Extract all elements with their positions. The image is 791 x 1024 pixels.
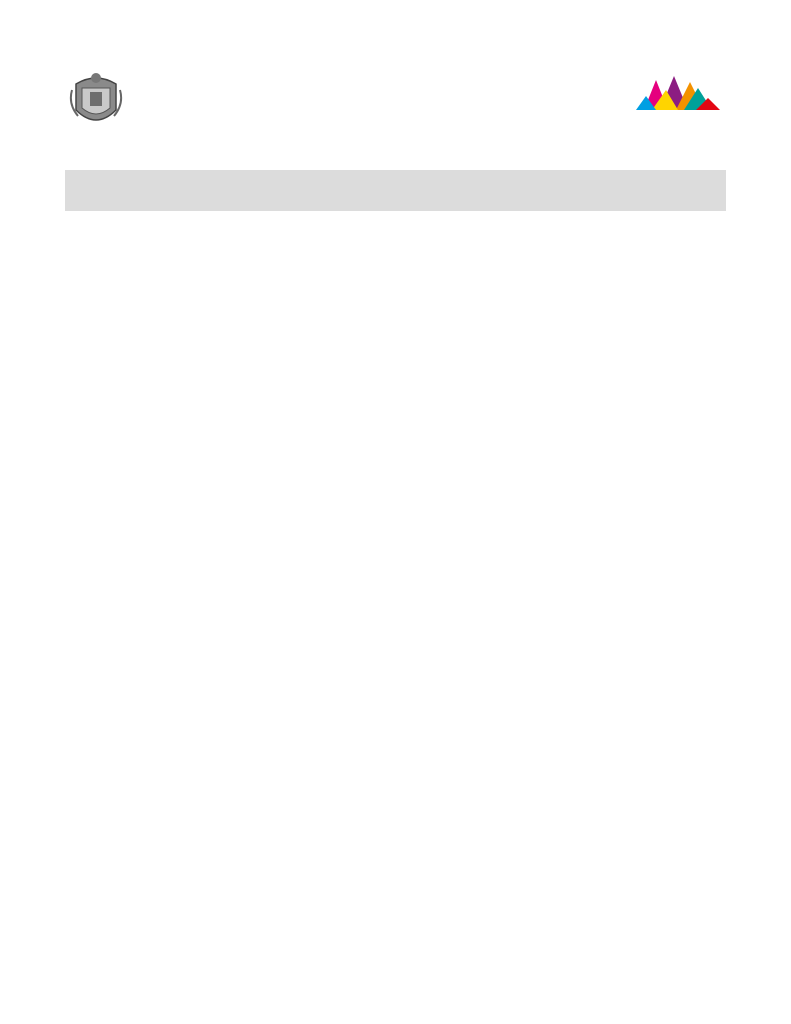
coat-of-arms-icon bbox=[68, 70, 124, 132]
michoacan-brand-logo bbox=[620, 74, 730, 144]
state-coat-of-arms-logo bbox=[68, 70, 130, 154]
document-header bbox=[150, 72, 640, 73]
colorful-star-icon bbox=[626, 74, 726, 112]
table-header bbox=[65, 170, 726, 211]
